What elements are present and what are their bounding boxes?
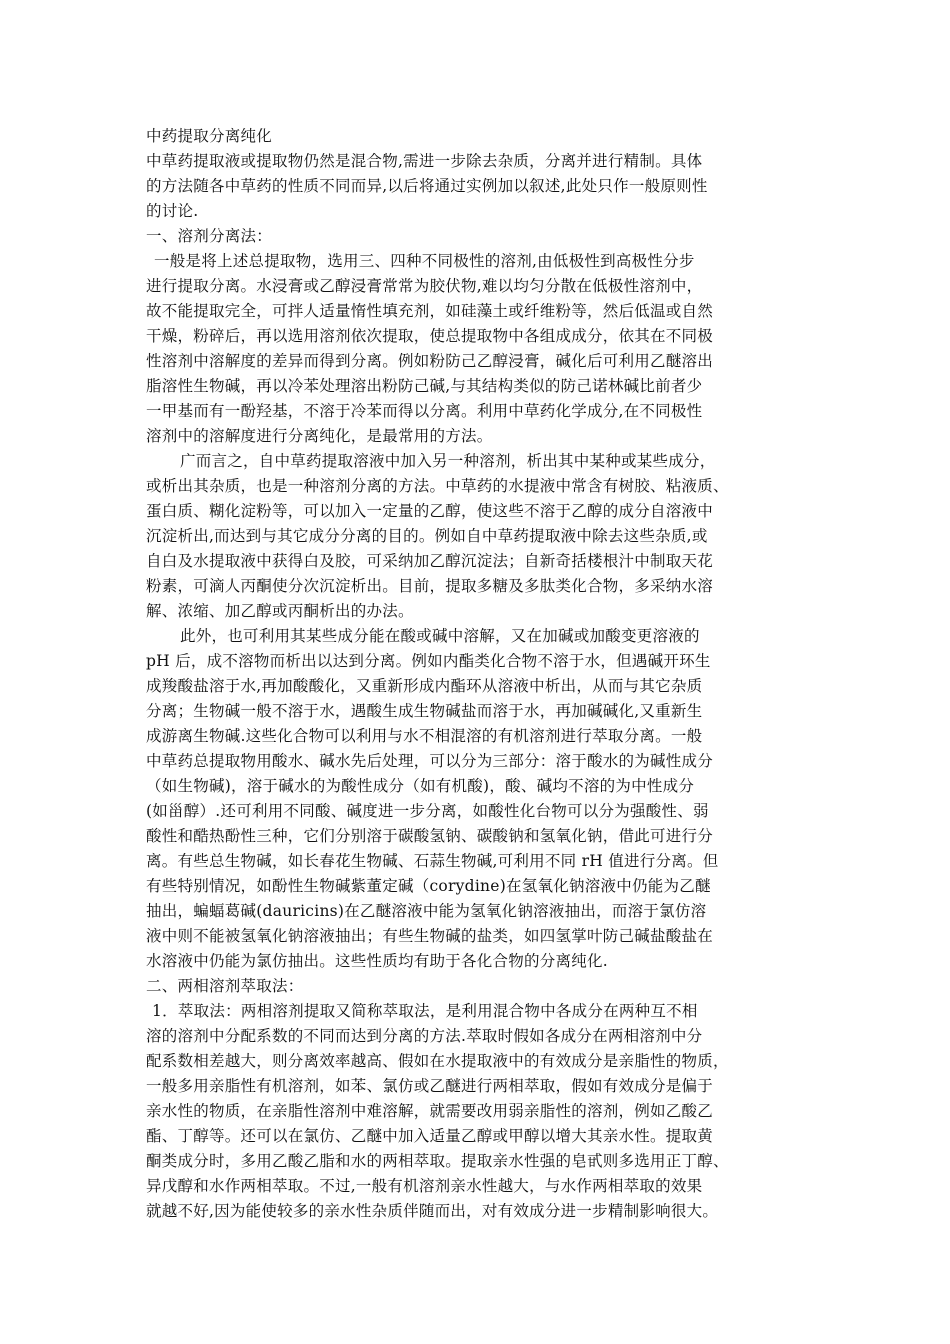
text-line: 蛋白质、糊化淀粉等，可以加入一定量的乙醇，使这些不溶于乙醇的成分自溶液中 [146, 502, 714, 520]
text-line: 中草药总提取物用酸水、碱水先后处理，可以分为三部分：溶于酸水的为碱性成分 [146, 752, 714, 770]
text-line: 解、浓缩、加乙醇或丙酮析出的办法。 [146, 602, 414, 620]
text-line: 故不能提取完全，可拌人适量惰性填充剂，如硅藻土或纤维粉等，然后低温或自然 [146, 302, 714, 320]
text-line: 自白及水提取液中获得白及胶，可采纳加乙醇沉淀法；自新奇括楼根汁中制取天花 [146, 552, 714, 570]
section1-paragraph-1 [146, 249, 818, 449]
text-line: （如生物碱)，溶于碱水的为酸性成分（如有机酸)，酸、碱均不溶的为中性成分 [146, 777, 695, 795]
text-line: pH 后，成不溶物而析出以达到分离。例如内酯类化合物不溶于水，但遇碱开环生 [146, 652, 711, 670]
text-line: 的方法随各中草药的性质不同而异,以后将通过实例加以叙述,此处只作一般原则性 [146, 177, 708, 195]
section-heading: 一、溶剂分离法： [146, 227, 273, 245]
text-line: 酯、丁醇等。还可以在氯仿、乙醚中加入适量乙醇或甲醇以增大其亲水性。提取黄 [146, 1127, 714, 1145]
text-line: 中草药提取液或提取物仍然是混合物,需进一步除去杂质，分离并进行精制。具体 [146, 152, 703, 170]
text-line: 干燥，粉碎后，再以选用溶剂依次提取，使总提取物中各组成成分，依其在不同极 [146, 327, 714, 345]
text-line: 酸性和酷热酚性三种，它们分别溶于碳酸氢钠、碳酸钠和氢氧化钠，借此可进行分 [146, 827, 714, 845]
text-line: 一甲基而有一酚羟基，不溶于冷苯而得以分离。利用中草药化学成分,在不同极性 [146, 402, 703, 420]
text-line: 酮类成分时，多用乙酸乙脂和水的两相萃取。提取亲水性强的皂甙则多选用正丁醇、 [146, 1152, 729, 1170]
text-line: 进行提取分离。水浸膏或乙醇浸膏常常为胶伏物,难以均匀分散在低极性溶剂中， [146, 277, 703, 295]
text-line: 就越不好,因为能使较多的亲水性杂质伴随而出，对有效成分进一步精制影响很大。 [146, 1202, 719, 1220]
text-line: 性溶剂中溶解度的差异而得到分离。例如粉防己乙醇浸膏，碱化后可利用乙醚溶出 [146, 352, 714, 370]
text-line: 一般是将上述总提取物，选用三、四种不同极性的溶剂,由低极性到高极性分步 [154, 252, 695, 270]
text-line: 水溶液中仍能为氯仿抽出。这些性质均有助于各化合物的分离纯化. [146, 952, 608, 970]
text-line: 成羧酸盐溶于水,再加酸酸化，又重新形成内酯环从溶液中析出，从而与其它杂质 [146, 677, 703, 695]
text-line: 亲水性的物质，在亲脂性溶剂中难溶解，就需要改用弱亲脂性的溶剂，例如乙酸乙 [146, 1102, 714, 1120]
text-line: 抽出，蝙蝠葛碱(dauricins)在乙醚溶液中能为氢氧化钠溶液抽出，而溶于氯仿溶 [146, 902, 707, 920]
text-line: 分离；生物碱一般不溶于水，遇酸生成生物碱盐而溶于水，再加碱碱化,又重新生 [146, 702, 703, 720]
text-line: 或析出其杂质，也是一种溶剂分离的方法。中草药的水提液中常含有树胶、粘液质、 [146, 477, 729, 495]
text-line: 离。有些总生物碱，如长春花生物碱、石蒜生物碱,可利用不同 rH 值进行分离。但 [146, 852, 719, 870]
document-body [146, 124, 818, 1224]
text-line: 的讨论. [146, 202, 199, 220]
text-line: 有些特别情况，如酚性生物碱紫董定碱（corydine)在氢氧化钠溶液中仍能为乙醚 [146, 877, 711, 895]
text-line: 此外，也可利用其某些成分能在酸或碱中溶解，又在加碱或加酸变更溶液的 [180, 627, 700, 645]
intro-paragraph [146, 149, 818, 224]
text-line: 溶剂中的溶解度进行分离纯化，是最常用的方法。 [146, 427, 493, 445]
section-heading: 二、两相溶剂萃取法： [146, 977, 304, 995]
text-line: 脂溶性生物碱，再以冷苯处理溶出粉防己碱,与其结构类似的防己诺林碱比前者少 [146, 377, 703, 395]
text-line: 1．萃取法：两相溶剂提取又简称萃取法，是利用混合物中各成分在两种互不相 [152, 1002, 698, 1020]
text-line: 成游离生物碱.这些化合物可以利用与水不相混溶的有机溶剂进行萃取分离。一般 [146, 727, 703, 745]
text-line: 异戊醇和水作两相萃取。不过,一般有机溶剂亲水性越大，与水作两相萃取的效果 [146, 1177, 703, 1195]
document-title: 中药提取分离纯化 [146, 127, 273, 145]
text-line: 一般多用亲脂性有机溶剂，如苯、氯仿或乙醚进行两相萃取，假如有效成分是偏于 [146, 1077, 714, 1095]
text-line: 广而言之，自中草药提取溶液中加入另一种溶剂，析出其中某种或某些成分， [180, 452, 716, 470]
text-line: 配系数相差越大，则分离效率越高、假如在水提取液中的有效成分是亲脂性的物质， [146, 1052, 729, 1070]
text-line: 液中则不能被氢氧化钠溶液抽出；有些生物碱的盐类，如四氢掌叶防己碱盐酸盐在 [146, 927, 714, 945]
text-line: (如甾醇）.还可利用不同酸、碱度进一步分离，如酸性化台物可以分为强酸性、弱 [146, 802, 709, 820]
section2-paragraph-1 [146, 999, 818, 1224]
text-line: 粉素，可滴人丙酮使分次沉淀析出。目前，提取多糖及多肽类化合物，多采纳水溶 [146, 577, 714, 595]
section1-paragraph-2 [146, 449, 818, 624]
text-line: 沉淀析出,而达到与其它成分分离的目的。例如自中草药提取液中除去这些杂质,或 [146, 527, 708, 545]
text-line: 溶的溶剂中分配系数的不同而达到分离的方法.萃取时假如各成分在两相溶剂中分 [146, 1027, 703, 1045]
section1-paragraph-3 [146, 624, 818, 974]
